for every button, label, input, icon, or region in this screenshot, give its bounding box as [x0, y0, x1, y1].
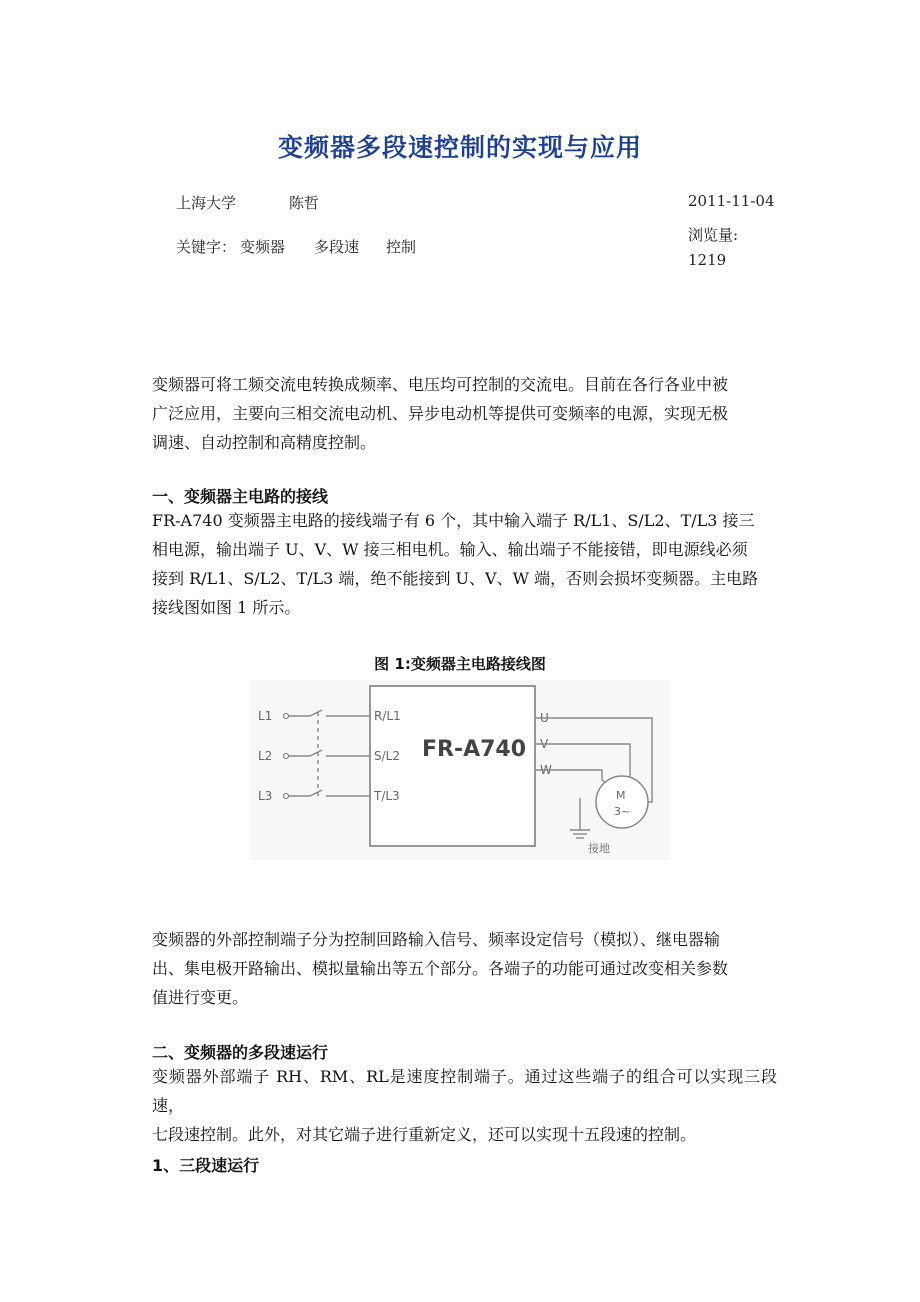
- text-line: FR-A740 变频器主电路的接线端子有 6 个，其中输入端子 R/L1、S/L2、T/L3 接三: [152, 511, 755, 530]
- views-count: 1219: [688, 251, 727, 269]
- text-line: 变频器可将工频交流电转换成频率、电压均可控制的交流电。目前在各行各业中被: [152, 375, 729, 394]
- text-line: 调速、自动控制和高精度控制。: [152, 433, 377, 452]
- text-line: 变频器外部端子 RH、RM、RL是速度控制端子。通过这些端子的组合可以实现三段速，: [152, 1067, 777, 1115]
- article-date: 2011-11-04: [688, 192, 775, 210]
- keyword-tag: 变频器: [240, 238, 286, 256]
- text-line: 接线图如图 1 所示。: [152, 598, 301, 617]
- keyword-tag: 多段速: [314, 238, 360, 256]
- paragraph-control-terminals: [152, 925, 777, 1012]
- terminal-label-rl1: R/L1: [374, 709, 401, 723]
- section1-paragraph: [152, 506, 777, 622]
- wiring-diagram-svg: [250, 680, 670, 860]
- figure-caption: 图 1:变频器主电路接线图: [374, 655, 546, 673]
- input-label-l2: L2: [258, 749, 273, 763]
- output-label-v: V: [540, 737, 549, 751]
- text-line: 广泛应用，主要向三相交流电动机、异步电动机等提供可变频率的电源，实现无极: [152, 404, 729, 423]
- input-label-l3: L3: [258, 789, 273, 803]
- motor-label-top: M: [616, 789, 626, 802]
- text-line: 相电源，输出端子 U、V、W 接三相电机。输入、输出端子不能接错，即电源线必须: [152, 540, 748, 559]
- motor-label-bottom: 3~: [614, 805, 631, 818]
- wiring-diagram: [250, 680, 670, 860]
- motor-symbol: [596, 776, 648, 828]
- input-label-l1: L1: [258, 709, 273, 723]
- output-label-u: U: [540, 711, 549, 725]
- inverter-model-label: FR-A740: [422, 737, 527, 762]
- text-line: 值进行变更。: [152, 988, 249, 1007]
- text-line: 七段速控制。此外，对其它端子进行重新定义，还可以实现十五段速的控制。: [152, 1125, 697, 1144]
- section-heading: 一、变频器主电路的接线: [152, 487, 329, 506]
- article-author: 陈哲: [289, 194, 320, 212]
- output-label-w: W: [540, 763, 552, 777]
- article-title: 变频器多段速控制的实现与应用: [277, 133, 642, 162]
- terminal-label-sl2: S/L2: [374, 749, 400, 763]
- article-source: 上海大学: [176, 194, 237, 212]
- intro-paragraph: [152, 370, 777, 457]
- keywords-label: 关键字：: [176, 238, 237, 256]
- section-heading: 二、变频器的多段速运行: [152, 1043, 329, 1062]
- section2-paragraph: [152, 1062, 777, 1149]
- terminal-label-tl3: T/L3: [374, 789, 400, 803]
- text-line: 出、集电极开路输出、模拟量输出等五个部分。各端子的功能可通过改变相关参数: [152, 959, 729, 978]
- text-line: 变频器的外部控制端子分为控制回路输入信号、频率设定信号（模拟）、继电器输: [152, 930, 721, 949]
- ground-label: 接地: [588, 842, 610, 855]
- text-line: 接到 R/L1、S/L2、T/L3 端，绝不能接到 U、V、W 端，否则会损坏变频器。主电路: [152, 569, 759, 588]
- views-label: 浏览量:: [688, 226, 739, 244]
- keyword-tag: 控制: [386, 238, 417, 256]
- subsection-heading: 1、三段速运行: [152, 1156, 260, 1175]
